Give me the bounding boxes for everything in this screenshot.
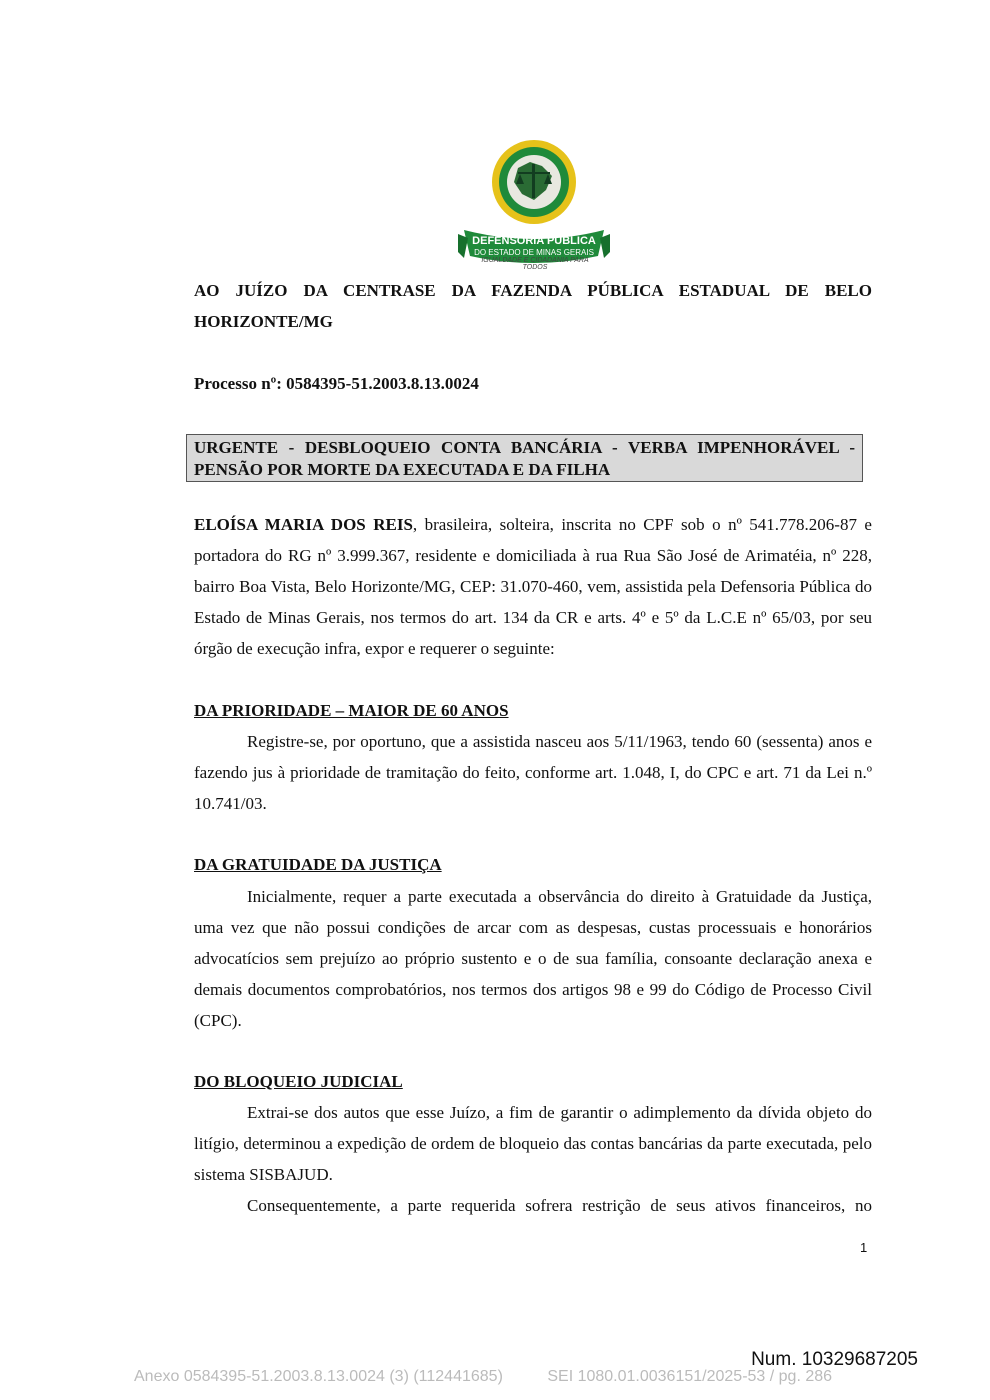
gratuity-paragraph: Inicialmente, requer a parte executada a observância do direito à Gratuidade da Justiça, uma vez que não possui condições de arcar com as despesas, custas processuais e honorários advocatícios sem prejuízo ao próprio sustento e o de sua família, consoante declaração anexa e demais documentos comprobatórios, nos termos dos artigos 98 e 99 do Código de Processo Civil (CPC). — [194, 887, 872, 1030]
page-number: 1 — [860, 1240, 868, 1255]
priority-heading: DA PRIORIDADE – MAIOR DE 60 ANOS — [194, 701, 509, 720]
urgent-line-1: URGENTE - DESBLOQUEIO CONTA BANCÁRIA - VERBA IMPENHORÁVEL - — [194, 438, 855, 457]
anexo-reference: Anexo 0584395-51.2003.8.13.0024 (3) (112441685) — [134, 1368, 503, 1385]
logo-motto: IGUALDADE E CIDADANIA PARA TODOS — [481, 257, 589, 271]
logo-top-text: DEFENSORIA PÚBLICA — [472, 235, 596, 247]
address-line-1: AO JUÍZO DA CENTRASE DA FAZENDA PÚBLICA ESTADUAL DE BELO — [194, 281, 872, 300]
process-number: Processo nº: 0584395-51.2003.8.13.0024 — [194, 374, 479, 393]
address-line-2: HORIZONTE/MG — [194, 312, 333, 331]
urgent-box — [186, 434, 863, 482]
urgent-line-2: PENSÃO POR MORTE DA EXECUTADA E DA FILHA — [194, 460, 611, 479]
intro-paragraph — [194, 509, 872, 664]
document-num: Num. 10329687205 — [751, 1349, 918, 1370]
sei-reference: SEI 1080.01.0036151/2025-53 / pg. 286 — [547, 1368, 833, 1385]
block-heading: DO BLOQUEIO JUDICIAL — [194, 1072, 403, 1091]
gratuity-heading: DA GRATUIDADE DA JUSTIÇA — [194, 855, 442, 874]
block-paragraph-2: Consequentemente, a parte requerida sofrera restrição de seus ativos financeiros, no — [247, 1196, 872, 1215]
intro-text: , brasileira, solteira, inscrita no CPF sob o nº 541.778.206-87 e portadora do RG nº 3.999.367, residente e domiciliada à rua Rua São José de Arimatéia, nº 228, bairro Boa Vista, Belo Horizonte/MG, CEP: 31.070-460, vem, assistida pela Defensoria Pública do Estado de Minas Gerais, nos termos do art. 134 da CR e arts. 4º e 5º da L.C.E nº 65/03, por seu órgão de execução infra, expor e requerer o seguinte: — [194, 515, 872, 658]
defensoria-logo — [458, 138, 610, 270]
priority-paragraph: Registre-se, por oportuno, que a assistida nasceu aos 5/11/1963, tendo 60 (sessenta) anos e fazendo jus à prioridade de tramitação do feito, conforme art. 1.048, I, do CPC e art. 71 da Lei n.º 10.741/03. — [194, 732, 872, 813]
party-name: ELOÍSA MARIA DOS REIS — [194, 515, 413, 534]
logo-bottom-text: DO ESTADO DE MINAS GERAIS — [474, 248, 594, 257]
block-paragraph-1: Extrai-se dos autos que esse Juízo, a fim de garantir o adimplemento da dívida objeto do litígio, determinou a expedição de ordem de bloqueio das contas bancárias da parte executada, pelo sistema SISBAJUD. — [194, 1103, 872, 1184]
footer-stamp — [134, 1368, 832, 1386]
